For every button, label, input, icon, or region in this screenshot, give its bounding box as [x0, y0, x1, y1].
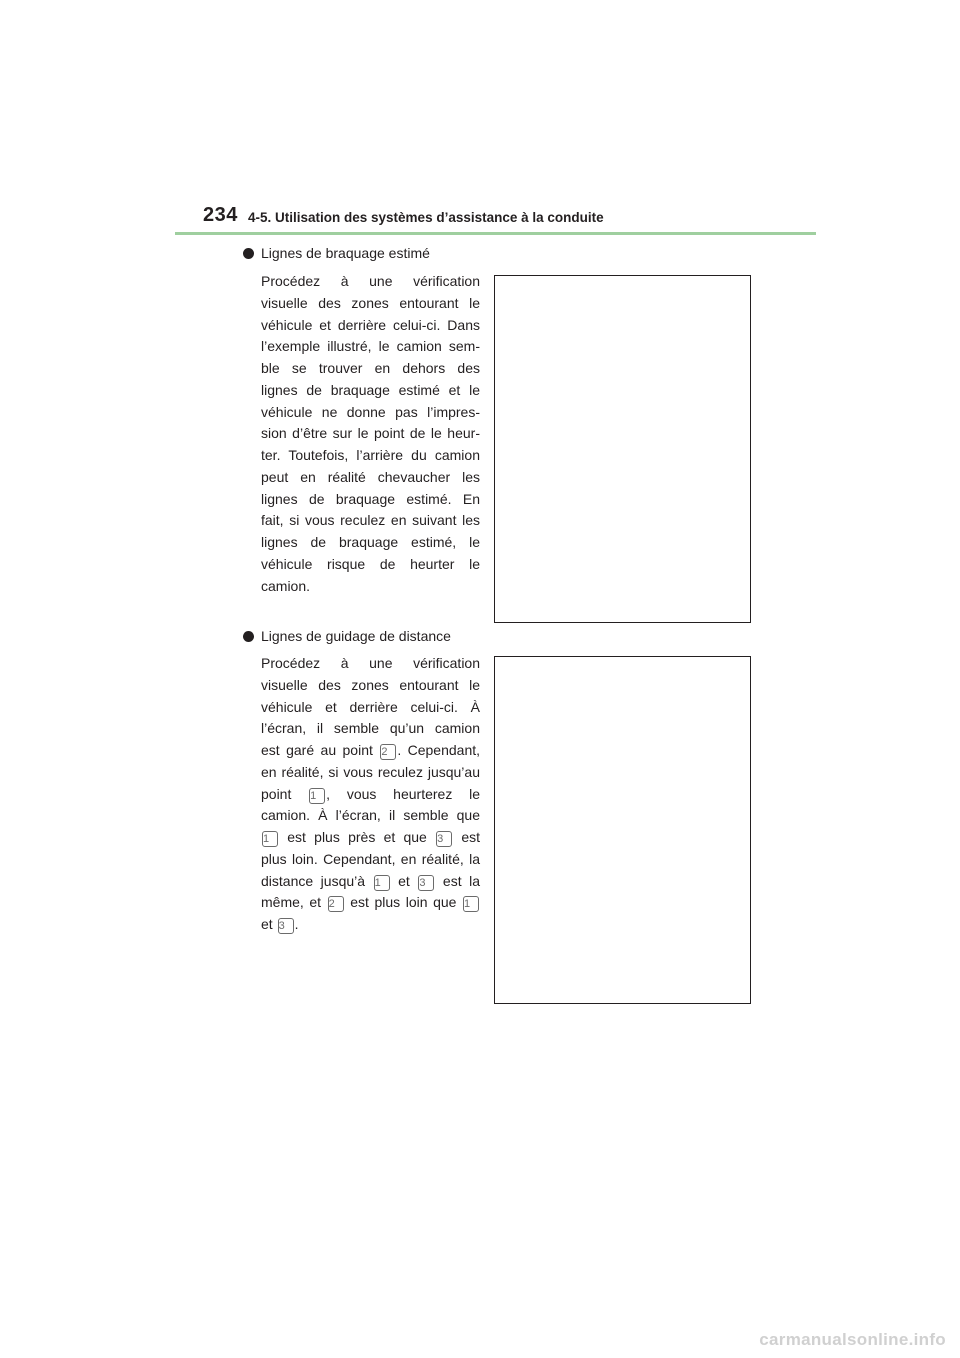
- text-fragment: est la: [442, 872, 481, 889]
- text-line: [261, 784, 480, 806]
- text-line: visuelle des zones entourant le: [261, 676, 480, 693]
- point-marker-3: 3: [278, 918, 294, 934]
- text-line: l’écran, il semble qu’un camion: [261, 720, 480, 737]
- text-fragment: est plus loin que: [350, 894, 457, 911]
- text-line: [261, 892, 480, 914]
- text-fragment: même, et: [261, 894, 322, 911]
- text-line: ble se trouver en dehors des: [261, 360, 480, 376]
- figure-distance-lines: [494, 656, 751, 1004]
- text-line: [261, 740, 480, 762]
- text-line: [261, 871, 480, 893]
- point-marker-1: 1: [262, 831, 278, 847]
- text-line: l’exemple illustré, le camion sem-: [261, 338, 480, 355]
- text-line: [261, 827, 480, 849]
- text-line: camion. À l’écran, il semble que: [261, 807, 480, 824]
- text-line: lignes de braquage estimé, le: [261, 534, 480, 550]
- text-line: véhicule risque de heurter le: [261, 555, 480, 572]
- text-line: camion.: [261, 577, 311, 594]
- text-fragment: .: [294, 916, 299, 932]
- section-title: 4-5. Utilisation des systèmes d’assistance à la conduite: [248, 210, 604, 225]
- text-line: lignes de braquage estimé. En: [261, 490, 480, 507]
- text-line: véhicule et derrière celui-ci. À: [261, 698, 480, 715]
- point-marker-2: 2: [380, 744, 396, 760]
- bullet-heading-label: Lignes de guidage de distance: [261, 628, 451, 644]
- bullet-heading-steering-lines: [243, 243, 430, 263]
- bullet-icon: [243, 631, 254, 642]
- text-line: en réalité, si vous reculez jusqu’au: [261, 763, 480, 780]
- text-line: sion d’être sur le point de le heur-: [261, 425, 480, 442]
- text-fragment: est garé au point: [261, 742, 373, 758]
- text-line: véhicule et derrière celui-ci. Dans: [261, 316, 480, 333]
- point-marker-2: 2: [328, 896, 344, 912]
- text-line: Procédez à une vérification: [261, 273, 480, 289]
- text-line: [261, 914, 480, 936]
- text-fragment: est plus près et que: [287, 829, 427, 845]
- text-line: ter. Toutefois, l’arrière du camion: [261, 447, 480, 463]
- text-fragment: est: [461, 829, 481, 845]
- text-line: véhicule ne donne pas l’impres-: [261, 403, 480, 420]
- text-line: lignes de braquage estimé et le: [261, 381, 480, 398]
- watermark: carmanualsonline.info: [759, 1330, 946, 1349]
- text-line: peut en réalité chevaucher les: [261, 468, 480, 485]
- header-rule: [175, 232, 816, 235]
- point-marker-1: 1: [463, 896, 479, 912]
- figure-steering-lines: [494, 275, 751, 623]
- text-fragment: distance jusqu’à: [261, 872, 366, 889]
- text-fragment: , vous heurterez le: [326, 785, 481, 802]
- point-marker-1: 1: [374, 875, 390, 891]
- bullet-icon: [243, 248, 254, 259]
- text-line: visuelle des zones entourant le: [261, 294, 480, 311]
- bullet-heading-distance-lines: [243, 626, 451, 646]
- distance-lines-paragraph: [261, 653, 480, 936]
- text-fragment: et: [398, 872, 410, 889]
- steering-lines-paragraph: [261, 271, 480, 597]
- text-fragment: point: [261, 785, 292, 802]
- point-marker-3: 3: [436, 831, 452, 847]
- page-number: 234: [203, 204, 238, 226]
- text-line: Procédez à une vérification: [261, 655, 480, 671]
- point-marker-3: 3: [418, 875, 434, 891]
- bullet-heading-label: Lignes de braquage estimé: [261, 245, 430, 261]
- text-line: plus loin. Cependant, en réalité, la: [261, 850, 480, 867]
- text-fragment: . Cependant,: [397, 742, 481, 758]
- text-line: fait, si vous reculez en suivant les: [261, 512, 480, 529]
- text-fragment: et: [261, 916, 273, 932]
- point-marker-1: 1: [309, 788, 325, 804]
